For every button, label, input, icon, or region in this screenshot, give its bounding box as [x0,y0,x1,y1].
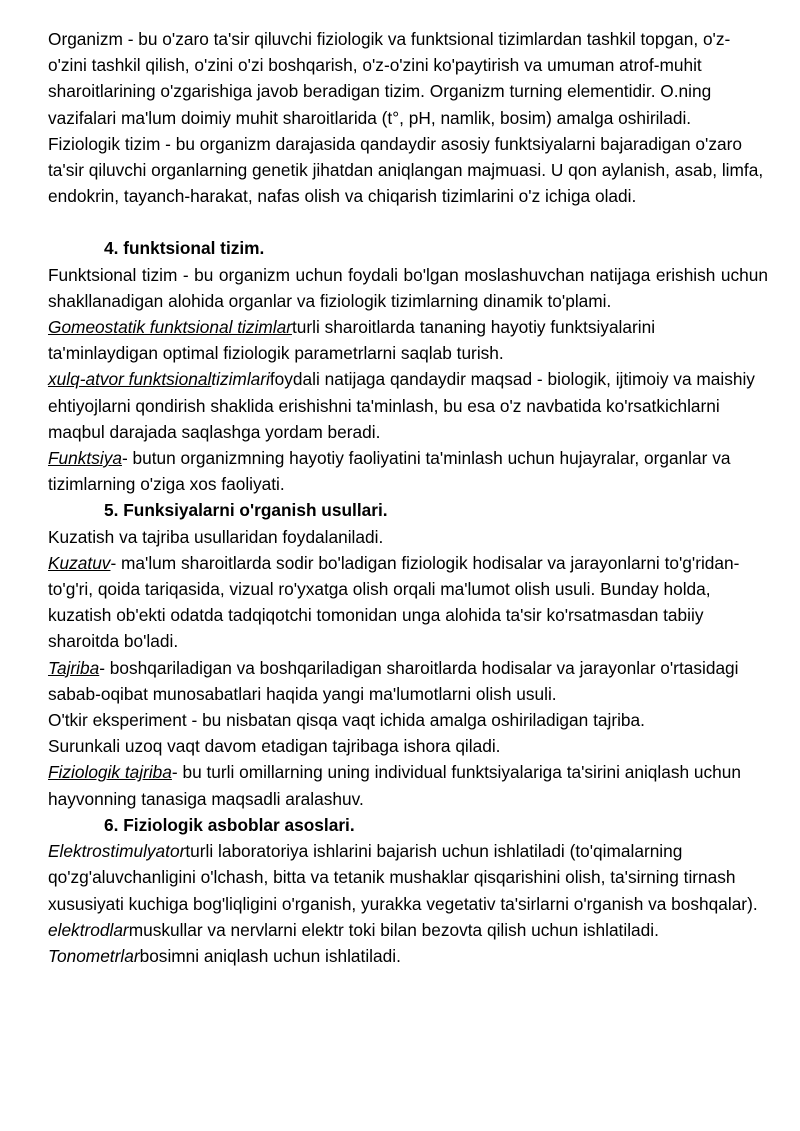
text-funktsiya: - butun organizmning hayotiy faoliyatini ta'minlash uchun hujayralar, organlar va tizimlarning o'ziga xos faoliyati. [48,448,731,495]
paragraph-gomeostatik [48,314,768,366]
term-elektrostimulyator: Elektrostimulyator [48,841,186,862]
paragraph-tonometrlar [48,943,768,969]
paragraph-otkir-eksperiment: O'tkir eksperiment - bu nisbatan qisqa vaqt ichida amalga oshiriladigan tajriba. [48,710,645,731]
paragraph-fiziologik-tajriba [48,759,768,811]
paragraph-funktsiya [48,445,768,497]
text-elektrostimulyator: turli laboratoriya ishlarini bajarish uchun ishlatiladi (to'qimalarning qo'zg'aluvchanligini o'lchash, bitta va tetanik mushaklar qisqarishini olish, ta'sirning tirnash xususiyati kuchiga bog'liqligini o'rganish, yurakka vegetativ ta'sirlarni o'rganish va boshqalar). [48,841,758,914]
heading-funktsional-tizim: 4. funktsional tizim. [104,238,265,259]
text-xulq-atvor: foydali natijaga qandaydir maqsad - biologik, ijtimoiy va maishiy ehtiyojlarni qondirish shaklida erishishni ta'minlash, bu esa o'z navbatida ko'rsatkichlarni maqbul darajada saqlashga yordam beradi. [48,369,755,442]
term-tizimlari: tizimlari [211,369,270,390]
paragraph-kuzatuv [48,550,768,655]
paragraph-surunkali: Surunkali uzoq vaqt davom etadigan tajribaga ishora qiladi. [48,736,501,757]
document-page [48,26,768,969]
text-tajriba: - boshqariladigan va boshqariladigan sharoitlarda hodisalar va jarayonlar o'rtasidagi sabab-oqibat munosabatlari haqida yangi ma'lumotlarni olish usuli. [48,657,739,704]
text-elektrodlar: muskullar va nervlarni elektr toki bilan bezovta qilish uchun ishlatiladi. [128,919,659,940]
paragraph-xulq-atvor [48,366,768,445]
term-gomeostatik: Gomeostatik funktsional tizimlar [48,317,292,338]
text-fiziologik-tajriba: - bu turli omillarning uning individual funktsiyalariga ta'sirini aniqlash uchun hayvonning tanasiga maqsadli aralashuv. [48,762,741,809]
text-tonometrlar: bosimni aniqlash uchun ishlatiladi. [139,945,401,966]
term-funktsiya: Funktsiya [48,448,122,469]
term-elektrodlar: elektrodlar [48,919,129,940]
term-fiziologik-tajriba: Fiziologik tajriba [48,762,172,783]
term-tonometrlar: Tonometrlar [48,945,140,966]
paragraph-fiziologik-tizim: Fiziologik tizim - bu organizm darajasida qandaydir asosiy funktsiyalarni bajaradigan o'zaro ta'sir qiluvchi organlarning genetik jihatdan aniqlangan majmuasi. U qon aylanish, asab, limfa, endokrin, tayanch-harakat, nafas olish va chiqarish tizimlarini o'z ichiga oladi. [48,133,764,207]
heading-fiziologik-asboblar: 6. Fiziologik asboblar asoslari. [104,814,355,835]
paragraph-funktsional-tizim: Funktsional tizim - bu organizm uchun foydali bo'lgan moslashuvchan natijaga erishish uchun shakllanadigan alohida organlar va fiziologik tizimlarning dinamik to'plami. [48,264,768,311]
paragraph-tajriba [48,655,768,707]
paragraph-elektrostimulyator [48,838,768,917]
paragraph-elektrodlar [48,917,768,943]
paragraph-organizm: Organizm - bu o'zaro ta'sir qiluvchi fiziologik va funktsional tizimlardan tashkil topgan, o'z-o'zini tashkil qilish, o'zini o'zi boshqarish, o'z-o'zini ko'paytirish va umuman atrof-muhit sharoitlarining o'zgarishiga javob beradigan tizim. Organizm turning elementidir. O.ning vazifalari ma'lum doimiy muhit sharoitlarida (t°, pH, namlik, bosim) amalga oshiriladi. [48,29,731,128]
paragraph-kuzatish-tajriba: Kuzatish va tajriba usullaridan foydalaniladi. [48,526,384,547]
term-kuzatuv: Kuzatuv [48,552,111,573]
term-tajriba: Tajriba [48,657,100,678]
blank-line [48,209,768,235]
heading-funksiyalarni-organish: 5. Funksiyalarni o'rganish usullari. [104,500,388,521]
text-kuzatuv: - ma'lum sharoitlarda sodir bo'ladigan fiziologik hodisalar va jarayonlarni to'g'ridan-to'g'ri, qoida tariqasida, vizual ro'yxatga olish orqali ma'lumot olish usuli. Bunday holda, kuzatish ob'ekti odatda tadqiqotchi tomonidan unga alohida ta'sir ko'rsatmasdan tabiiy sharoitda bo'ladi. [48,552,740,652]
term-xulq-atvor: xulq-atvor funktsional [48,369,212,390]
text-gomeostatik: turli sharoitlarda tananing hayotiy funktsiyalarini ta'minlaydigan optimal fiziologik parametrlarni saqlab turish. [48,317,656,364]
